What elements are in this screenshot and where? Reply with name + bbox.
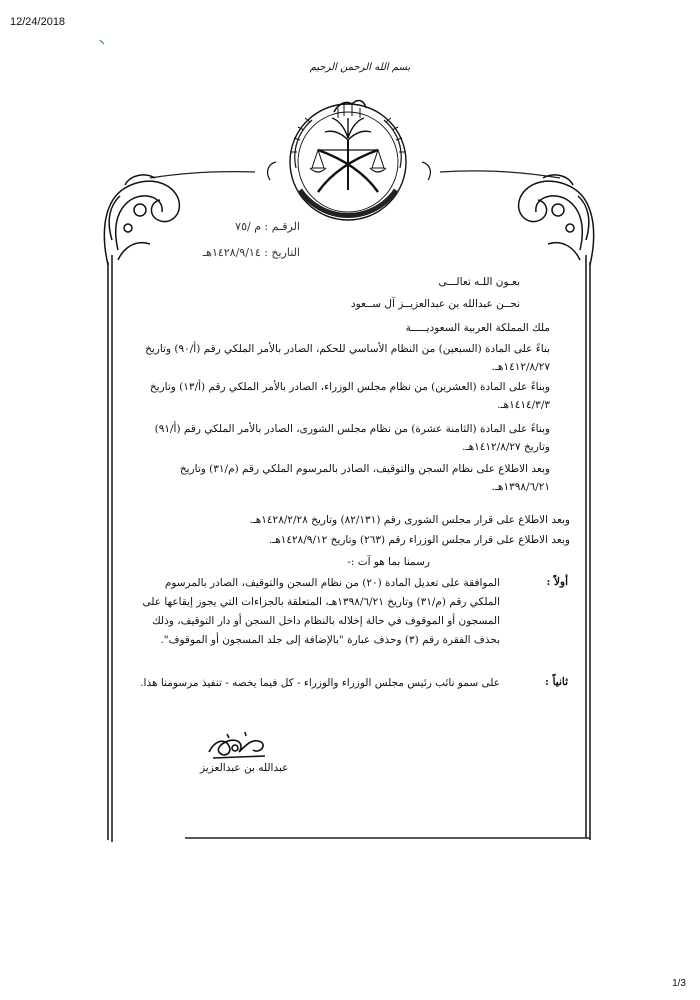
preamble-5: وبعد الاطلاع على قرار مجلس الشورى رقم (٨٢/١٣١) وتاريخ ١٤٢٨/٢/٢٨هـ. (249, 514, 570, 526)
preamble-3: وبناءً على المادة (الثامنة عشرة) من نظام مجلس الشورى، الصادر بالأمر الملكي رقم (أ/٩١) وتاريخ ١٤١٢/٨/٢٧هـ. (154, 423, 550, 454)
right-corner-ornament (519, 175, 594, 265)
item-1-label: أولاً : (546, 576, 568, 588)
decreed-line: رسمنا بما هو آت :- (347, 556, 430, 568)
preamble-4: وبعد الاطلاع على نظام السجن والتوقيف، الصادر بالمرسوم الملكي رقم (م/٣١) وتاريخ ١٣٩٨/٦/٢١هـ. (179, 463, 550, 494)
reference-number: الرقـم : م /٧٥ (235, 220, 300, 233)
page-number: 1/3 (672, 978, 686, 989)
print-date: 12/24/2018 (10, 16, 66, 28)
signature-name: عبدالله بن عبدالعزيز (200, 762, 289, 774)
emblem (290, 101, 406, 220)
item-1-text: الموافقة على تعديل المادة (٢٠) من نظام السجن والتوقيف، الصادر بالمرسوم الملكي رقم (م/٣١) وتاريخ ١٣٩٨/٦/٢١هـ، المتعلقة بالجزاءات التي يجوز إيقاعها على المسجون أو الموقوف في حالة إخلاله بالنظام داخل السجن أو دار التوقيف، وذلك بحذف الفقرة رقم (٣) وحذف عبارة "بالإضافة إلى جلد المسجون أو الموقوف". (142, 577, 500, 647)
item-2-text: على سمو نائب رئيس مجلس الوزراء والوزراء - كل فيما يخصه - تنفيذ مرسومنا هذا. (140, 677, 500, 689)
signature-image (205, 728, 275, 762)
preamble-2: وبناءً على المادة (العشرين) من نظام مجلس الوزراء، الصادر بالأمر الملكي رقم (أ/١٣) وتاريخ ١٤١٤/٣/٣هـ. (149, 381, 550, 412)
preamble-6: وبعد الاطلاع على قرار مجلس الوزراء رقم (٢٦٣) وتاريخ ١٤٢٨/٩/١٢هـ. (268, 534, 570, 546)
preamble-1: بناءً على المادة (السبعين) من النظام الأساسي للحكم، الصادر بالأمر الملكي رقم (أ/٩٠) وتاريخ ١٤١٢/٨/٢٧هـ. (145, 343, 550, 374)
item-2-label: ثانياً : (545, 676, 568, 688)
reference-date: التاريخ : ١٤٢٨/٩/١٤هـ (202, 246, 300, 259)
basmala: بسم الله الرحمن الرحيم (309, 62, 411, 73)
king-title: ملك المملكة العربية السعوديـــــة (405, 322, 550, 334)
decree-opening: بعـون اللـه تعالـــى (438, 276, 520, 288)
king-line: نحــن عبدالله بن عبدالعزيــز آل ســعود (350, 298, 520, 310)
